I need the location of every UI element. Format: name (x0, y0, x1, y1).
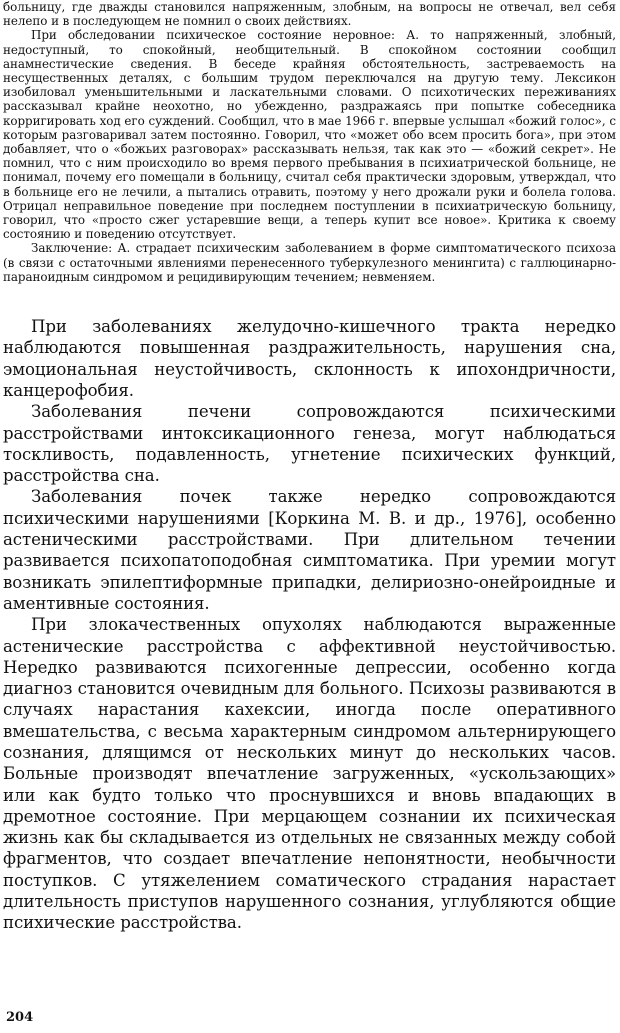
case-report-block (3, 0, 616, 284)
case-paragraph-2: При обследовании психическое состояние неровное: А. то напряженный, злобный, недоступный, то спокойный, необщительный. В спокойном состоянии сообщил анамнестические сведения. В беседе крайняя обстоятельность, застреваемость на несущественных деталях, с большим трудом переключался на другую тему. Лексикон изобиловал уменьшительными и ласкательными словами. О психотических переживаниях рассказывал крайне неохотно, но убежденно, раздражаясь при попытке собеседника корригировать ход его суждений. Сообщил, что в мае 1966 г. впервые услышал «божий голос», с которым разговаривал затем постоянно. Говорил, что «может обо всем просить бога», при этом добавляет, что о «божьих разговорах» рассказывать нельзя, так как это — «божий секрет». Не помнил, что с ним происходило во время первого пребывания в психиатрической больнице, не понимал, почему его помещали в больницу, считал себя практически здоровым, утверждал, что в больнице его не лечили, а пытались отравить, поэтому у него дрожали руки и болела голова. Отрицал неправильное поведение при последнем поступлении в психиатрическую больницу, говорил, что «просто сжег устаревшие вещи, а теперь купит все новое». Критика к своему состоянию и поведению отсутствует. (3, 28, 616, 242)
main-paragraph-4: При злокачественных опухолях наблюдаются выраженные астенические расстройства с аффективной неустойчивостью. Нередко развиваются психогенные депрессии, особенно когда диагноз становится очевидным для больного. Психозы развиваются в случаях нарастания кахексии, иногда после оперативного вмешательства, с весьма характерным синдромом альтернирующего сознания, длящимся от нескольких минут до нескольких часов. Больные производят впечатление загруженных, «ускользающих» или как будто только что проснувшихся и вновь впадающих в дремотное состояние. При мерцающем сознании их психическая жизнь как бы складывается из отдельных не связанных между собой фрагментов, что создает впечатление непонятности, необычности поступков. С утяжелением соматического страдания нарастает длительность приступов нарушенного сознания, углубляются общие психические расстройства. (3, 615, 616, 933)
main-text-block (3, 316, 616, 934)
page-number: 204 (6, 1010, 34, 1025)
case-conclusion: Заключение: А. страдает психическим заболеванием в форме симптоматического психоза (в связи с остаточными явлениями перенесенного туберкулезного менингита) с галлюцинарно-параноидным синдромом и рецидивирующим течением; невменяем. (3, 241, 616, 284)
main-paragraph-2: Заболевания печени сопровождаются психическими расстройствами интоксикационного генеза, могут наблюдаться тоскливость, подавленность, угнетение психических функций, расстройства сна. (3, 402, 616, 486)
main-paragraph-3: Заболевания почек также нередко сопровождаются психическими нарушениями [Коркина М. В. и др., 1976], особенно астеническими расстройствами. При длительном течении развивается психопатоподобная симптоматика. При уремии могут возникать эпилептиформные припадки, делириозно-онейроидные и аментивные состояния. (3, 487, 616, 613)
case-paragraph-1: больницу, где дважды становился напряженным, злобным, на вопросы не отвечал, вел себя нелепо и в последующем не помнил о своих действиях. (3, 0, 616, 29)
main-paragraph-1: При заболеваниях желудочно-кишечного тракта нередко наблюдаются повышенная раздражительность, нарушения сна, эмоциональная неустойчивость, склонность к ипохондричности, канцерофобия. (3, 317, 616, 400)
